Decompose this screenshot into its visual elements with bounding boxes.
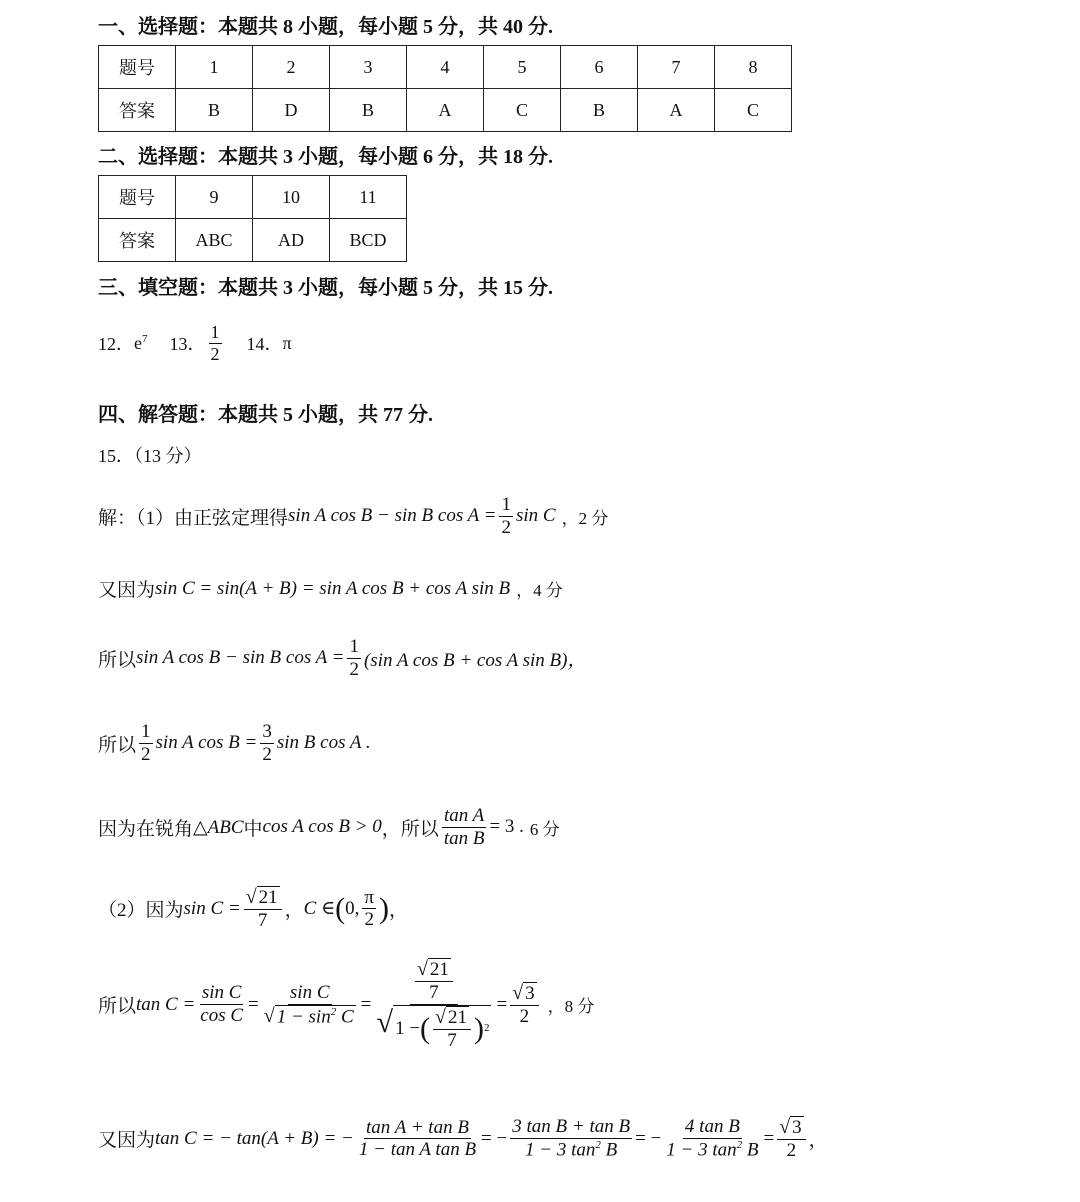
fraction [777, 1116, 805, 1162]
fraction-numerator: tan A + tan B [366, 1116, 469, 1138]
equation-tail: ， [389, 900, 409, 922]
equation-tail: sin C [515, 505, 556, 527]
fraction [244, 886, 282, 932]
choice-answer-table [98, 45, 792, 132]
fill-in-answers [98, 322, 292, 364]
denominator-part: 1 − 3 tan [666, 1139, 737, 1161]
fraction-denominator [262, 1005, 358, 1028]
sqrt [246, 886, 280, 909]
table-cell: BCD [330, 219, 407, 262]
answer-12-exponent: 7 [142, 332, 148, 345]
fraction-numerator [244, 886, 282, 910]
fraction-numerator: tan A [443, 805, 485, 826]
table-row [99, 46, 792, 89]
denominator-part: B [746, 1139, 759, 1161]
score-note: ，8 分 [547, 997, 595, 1017]
radicand-part: 1 − sin [276, 1005, 331, 1027]
table-row [99, 176, 407, 219]
answer-13-label: 13． [169, 334, 206, 355]
right-paren: ) [379, 891, 389, 925]
radical-sign-icon: √ [245, 886, 257, 908]
radicand: 21 [429, 959, 449, 980]
multi-choice-answer-table [98, 175, 407, 262]
table-row [99, 89, 792, 132]
fraction [347, 636, 361, 681]
fraction-numerator [410, 958, 458, 1005]
table-cell: B [330, 89, 407, 132]
fraction [664, 1116, 760, 1161]
radicand: 3 [525, 982, 535, 1004]
line-prefix: （2）因为 [98, 900, 184, 922]
fraction [510, 1116, 632, 1161]
fraction [362, 887, 376, 932]
fraction-denominator: 2 [501, 516, 511, 538]
table-cell: 8 [715, 46, 792, 89]
exponent: 2 [483, 1022, 490, 1035]
problem-15-title: 15．（13 分） [98, 446, 202, 466]
table-cell: 答案 [99, 89, 176, 132]
fraction-denominator [374, 1005, 493, 1052]
radicand: 21 [447, 1006, 467, 1028]
table-cell: D [253, 89, 330, 132]
score-note: ，4 分 [516, 581, 563, 600]
equation: sin C = [183, 897, 241, 919]
left-paren: ( [420, 1011, 431, 1045]
table-cell: 11 [330, 176, 407, 219]
answer-13-fraction [209, 322, 222, 364]
radicand-part: C [340, 1005, 354, 1027]
table-cell: 4 [407, 46, 484, 89]
solution-line-5 [98, 805, 560, 850]
denominator-part: B [605, 1139, 618, 1161]
section-2-heading: 二、选择题：本题共 3 小题，每小题 6 分，共 18 分. [98, 146, 553, 168]
equation-tail: ， [808, 1130, 828, 1152]
line-prefix: 解：（1）由正弦定理得 [98, 507, 289, 529]
fraction [433, 1006, 471, 1052]
table-cell: 6 [561, 46, 638, 89]
table-cell: 10 [253, 176, 330, 219]
exponent: 2 [736, 1139, 743, 1152]
fraction-numerator: 1 [210, 322, 220, 342]
table-cell: ABC [176, 219, 253, 262]
table-cell: 答案 [99, 219, 176, 262]
section-1-heading: 一、选择题：本题共 8 小题，每小题 5 分，共 40 分. [98, 16, 553, 38]
fraction-denominator: 1 − tan A tan B [358, 1139, 477, 1161]
table-cell: C [715, 89, 792, 132]
table-cell: A [638, 89, 715, 132]
equation-tail: (sin A cos B + cos A sin B)， [363, 649, 587, 671]
fraction-numerator [777, 1116, 805, 1140]
equation: sin C = sin(A + B) = sin A cos B + cos A sin B [155, 577, 511, 599]
fraction-denominator: 7 [257, 909, 268, 931]
table-cell: C [484, 89, 561, 132]
radical-sign-icon: √ [376, 1004, 394, 1039]
equation-tail: = 3 . [489, 816, 524, 838]
table-cell: 2 [253, 46, 330, 89]
fraction-numerator: 1 [501, 494, 511, 515]
equation: sin A cos B − sin B cos A = [288, 505, 497, 527]
nested-fraction [374, 958, 493, 1052]
fraction-denominator: 2 [210, 343, 220, 364]
score-note: ，2 分 [561, 508, 609, 528]
radicand: 3 [792, 1117, 802, 1138]
sqrt [376, 1005, 491, 1052]
table-cell: 题号 [99, 176, 176, 219]
denominator-part: 1 − 3 tan [525, 1139, 596, 1161]
score-note: 6 分 [529, 819, 560, 839]
interval-prefix: C ∈ [303, 898, 336, 920]
solution-line-4 [98, 721, 371, 766]
answer-14-label: 14． [246, 334, 283, 355]
triangle-label: △ABC [193, 816, 244, 838]
line-prefix: 所以 [98, 996, 137, 1018]
fraction-denominator: 2 [349, 658, 359, 680]
interval-low: 0, [345, 897, 360, 919]
right-paren: ) [473, 1011, 484, 1045]
table-cell: 1 [176, 46, 253, 89]
fraction-numerator: 1 [141, 721, 151, 742]
line-prefix: 所以 [98, 734, 137, 756]
fraction-numerator: 3 tan B + tan B [512, 1116, 631, 1138]
equation: tan C = [136, 993, 196, 1015]
line-prefix: 所以 [98, 649, 137, 671]
fraction-numerator: 1 [349, 636, 359, 657]
fraction-denominator [523, 1139, 619, 1161]
radical-sign-icon: √ [416, 958, 428, 980]
fraction-numerator [415, 958, 453, 982]
fraction [510, 982, 538, 1028]
table-cell: 7 [638, 46, 715, 89]
answer-12-value [134, 333, 148, 354]
fraction [198, 982, 245, 1027]
table-row [99, 219, 407, 262]
radical-sign-icon: √ [435, 1005, 446, 1028]
radical-sign-icon: √ [779, 1116, 791, 1138]
fraction-numerator: 4 tan B [684, 1116, 740, 1138]
radical-sign-icon: √ [512, 981, 524, 1004]
fraction-denominator: 7 [429, 981, 439, 1003]
table-cell: 5 [484, 46, 561, 89]
fraction [499, 494, 513, 539]
fraction-denominator: 2 [262, 743, 272, 765]
sqrt [417, 958, 451, 981]
condition: cos A cos B > 0 [262, 816, 382, 838]
fraction-denominator: 7 [447, 1029, 457, 1051]
exponent: 2 [330, 1005, 337, 1018]
line-text: ，所以 [381, 818, 439, 840]
sqrt [435, 1006, 469, 1029]
fraction [357, 1117, 478, 1162]
answer-14-value: π [282, 332, 292, 353]
section-4-heading: 四、解答题：本题共 5 小题，共 77 分. [98, 404, 433, 426]
fraction-numerator: sin C [289, 981, 330, 1003]
fraction-denominator: cos C [200, 1005, 244, 1027]
table-cell: AD [253, 219, 330, 262]
answer-12-base: e [134, 332, 142, 353]
solution-line-8: 又因为 tan C = − tan(A + B) = − $\frac{\text{tan A + tan B}}{\text{1 − tan A tan B}}$ = − $\frac{\text{3 tan B + tan B}}{1 - 3 \tan^2 B}$ = − $\frac{\text{4 tan B}}{1 - 3 \tan^2 B}$ = √ 3 2 ， [98, 1116, 828, 1161]
solution-line-7: 所以 tan C = $\frac{\text{sin C}}{\text{cos C}}$ = sin C √ $1 - \sin^2 C$ = √ 21 7 √ 1 − ( √ 21 7 ) 2 = √ 3 2 ，8 分 [98, 958, 595, 1051]
fraction [262, 982, 358, 1028]
fraction-numerator: 3 [262, 721, 272, 742]
solution-line-6 [98, 886, 408, 932]
fraction-denominator: 2 [141, 743, 151, 765]
equation: sin A cos B = [155, 732, 258, 754]
fraction [415, 958, 453, 1004]
table-cell: 3 [330, 46, 407, 89]
table-cell: 9 [176, 176, 253, 219]
line-prefix: 又因为 [98, 1130, 156, 1152]
radicand-part: 1 − [395, 1017, 421, 1039]
fraction-denominator: tan B [443, 827, 485, 849]
sqrt [512, 982, 536, 1005]
table-cell: 题号 [99, 46, 176, 89]
fraction-denominator: 2 [786, 1139, 797, 1161]
radicand [275, 1005, 356, 1028]
fraction-denominator: 2 [364, 909, 374, 931]
solution-line-3 [98, 636, 587, 681]
radicand [393, 1005, 491, 1052]
line-prefix: 因为在锐角 [98, 818, 194, 840]
fraction-numerator: π [364, 886, 374, 908]
section-3-heading: 三、填空题：本题共 3 小题，每小题 5 分，共 15 分. [98, 277, 553, 299]
sqrt [264, 1005, 356, 1028]
line-prefix: 又因为 [98, 580, 156, 601]
fraction [260, 721, 274, 766]
fraction [442, 805, 487, 850]
exponent: 2 [595, 1139, 601, 1152]
table-cell: B [561, 89, 638, 132]
fraction-numerator: sin C [201, 982, 242, 1004]
solution-line-2 [98, 575, 563, 602]
equation: tan C = − tan(A + B) = − [155, 1127, 354, 1149]
left-paren: ( [335, 891, 346, 925]
sqrt [779, 1116, 803, 1139]
table-cell: B [176, 89, 253, 132]
equation: sin A cos B − sin B cos A = [136, 647, 345, 669]
radical-sign-icon: √ [263, 1004, 275, 1027]
fraction-denominator [664, 1139, 760, 1161]
line-text: 中 [243, 818, 263, 840]
fraction-numerator [510, 982, 538, 1006]
fraction-denominator: 2 [519, 1005, 530, 1027]
answer-12-label: 12． [98, 334, 134, 355]
table-cell: A [407, 89, 484, 132]
solution-line-1 [98, 494, 608, 539]
radicand: 21 [258, 887, 278, 908]
separator: ， [284, 900, 304, 922]
fraction [139, 721, 153, 766]
equation-tail: sin B cos A . [276, 732, 371, 754]
fraction-numerator [433, 1006, 471, 1030]
